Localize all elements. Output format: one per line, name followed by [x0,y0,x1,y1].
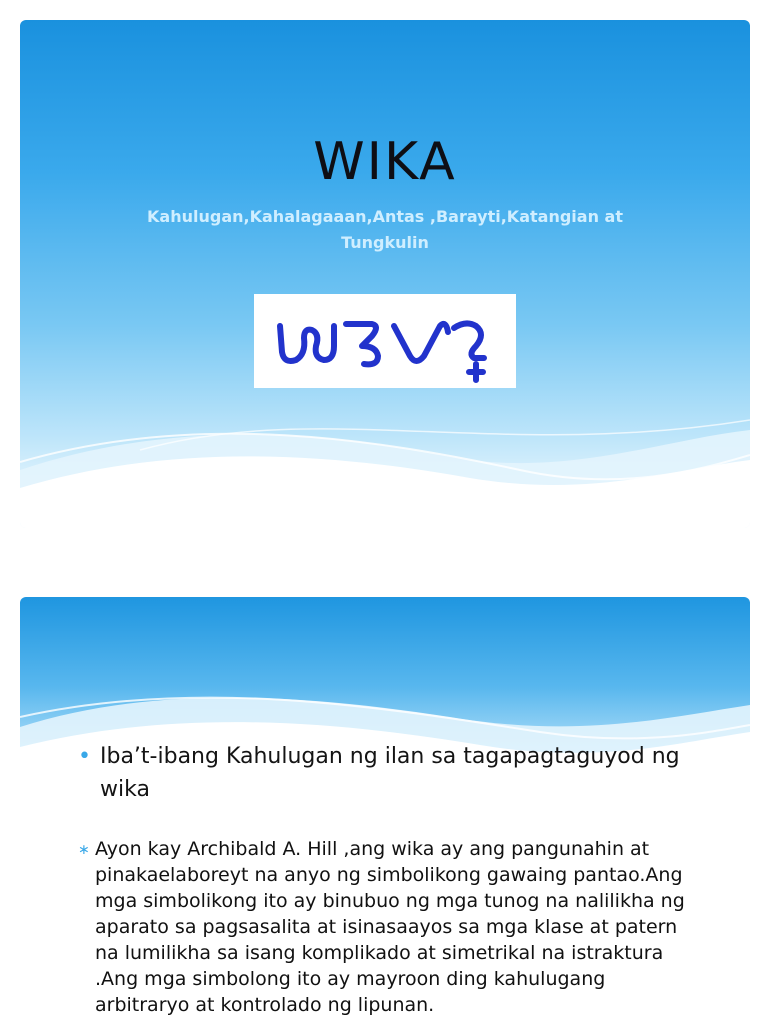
body-paragraph [78,836,703,1018]
wave-decoration [20,400,750,528]
paragraph-text: Ayon kay Archibald A. Hill ,ang wika ay ang pangunahin at pinakaelaboreyt na anyo ng simbolikong gawaing pantao.Ang mga simbolikong ito ay binubuo ng mga tunog na nalilikha ng aparato sa pagsasalita at isinasaayos sa mga klase at patern na lumilikha sa isang komplikado at simetrikal na istraktura .Ang mga simbolong ito ay mayroon ding kahulugang arbitraryo at kontrolado ng lipunan. [95,838,685,1016]
baybayin-glyphs [254,294,516,388]
slide-subtitle: Kahulugan,Kahalagaaan,Antas ,Barayti,Katangian at Tungkulin [147,207,623,252]
title-slide [20,20,750,528]
baybayin-script-image [254,294,516,388]
slide-heading [78,740,698,806]
bullet-icon: • [78,744,91,769]
heading-text: Iba’t-ibang Kahulugan ng ilan sa tagapagtaguyod ng wika [100,744,680,802]
slide-title: WIKA [313,132,457,192]
asterisk-bullet-icon: ∗ [78,842,90,858]
